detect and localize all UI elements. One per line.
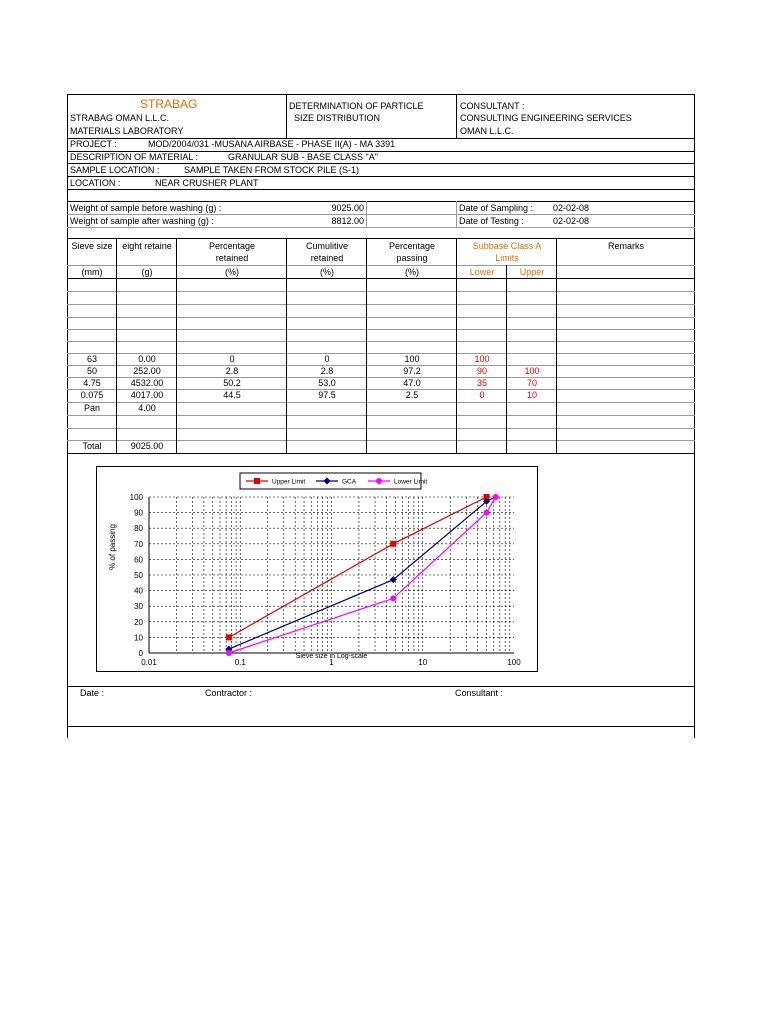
cell-upper: 10 <box>526 390 537 400</box>
col-limits-2: Limits <box>495 253 519 263</box>
y-tick-label: 90 <box>134 508 143 518</box>
consultant-name-line1: CONSULTING ENGINEERING SERVICES <box>460 113 632 123</box>
unit-cumulative: (%) <box>320 267 334 277</box>
unit-pct-retained: (%) <box>225 267 239 277</box>
sample-location-value: SAMPLE TAKEN FROM STOCK PILE (S-1) <box>184 165 360 175</box>
company-name: STRABAG OMAN L.L.C. <box>70 113 170 123</box>
cell-pass: 47.0 <box>403 378 421 388</box>
material-value: GRANULAR SUB - BASE CLASS "A" <box>228 152 378 162</box>
cell-pass: 100 <box>404 354 420 364</box>
project-label: PROJECT : <box>70 139 117 149</box>
cell-sieve: Pan <box>83 403 100 413</box>
col-limits-1: Subbase Class A <box>472 241 542 251</box>
legend-label: Upper Limit <box>272 478 306 486</box>
unit-sieve: (mm) <box>81 267 103 277</box>
grading-chart <box>96 466 538 672</box>
footer-contractor-label: Contractor : <box>205 688 253 698</box>
weight-after-value: 8812.00 <box>331 216 364 226</box>
weight-after-label: Weight of sample after washing (g) : <box>70 216 214 226</box>
cell-weight: 4017.00 <box>130 390 164 400</box>
brand-logo-text: STRABAG <box>140 97 198 111</box>
cell-upper: 100 <box>524 366 540 376</box>
x-tick-label: 0.1 <box>234 658 246 667</box>
cell-pct: 2.8 <box>225 366 239 376</box>
y-tick-label: 10 <box>134 633 143 643</box>
col-passing-2: passing <box>396 253 428 263</box>
data-point <box>226 634 232 640</box>
cell-upper: 70 <box>526 378 537 388</box>
unit-lower: Lower <box>469 267 495 277</box>
x-tick-label: 100 <box>507 658 521 667</box>
cell-pct: 44.5 <box>223 390 241 400</box>
legend-label: GCA <box>342 478 357 486</box>
y-tick-label: 0 <box>138 649 143 658</box>
consultant-name-line2: OMAN L.L.C. <box>460 126 514 136</box>
cell-pass: 2.5 <box>405 390 419 400</box>
cell-cum: 97.5 <box>318 390 336 400</box>
sampling-date-label: Date of Sampling : <box>459 203 534 213</box>
col-pct-retained-1: Percentage <box>208 241 256 251</box>
cell-lower: 0 <box>479 390 485 400</box>
doc-title-line2: SIZE DISTRIBUTION <box>294 113 381 123</box>
cell-weight: 4.00 <box>138 403 156 413</box>
cell-sieve: 0.075 <box>80 390 104 400</box>
total-label: Total <box>82 441 102 451</box>
y-tick-label: 100 <box>129 493 143 502</box>
x-axis-label: Sieve size in Log-scale <box>295 653 368 660</box>
col-pct-retained-2: retained <box>215 253 249 263</box>
y-tick-label: 50 <box>134 571 143 580</box>
unit-passing: (%) <box>405 267 419 277</box>
data-point <box>390 541 396 547</box>
y-axis-label: % of passing <box>108 524 117 570</box>
cell-cum: 2.8 <box>320 366 334 376</box>
col-passing-1: Percentage <box>388 241 436 251</box>
weight-before-value: 9025.00 <box>331 203 364 213</box>
col-cumulative-1: Cumulitive <box>305 241 348 251</box>
data-point <box>254 478 260 484</box>
col-weight: eight retaine <box>122 241 172 251</box>
total-value: 9025.00 <box>130 441 164 451</box>
sampling-date-value: 02-02-08 <box>553 203 590 213</box>
col-remarks: Remarks <box>607 241 644 251</box>
cell-pct: 50.2 <box>223 378 241 388</box>
location-value: NEAR CRUSHER PLANT <box>155 178 259 188</box>
footer-date-label: Date : <box>80 688 105 698</box>
x-tick-label: 1 <box>329 658 334 667</box>
cell-sieve: 63 <box>86 354 97 364</box>
cell-sieve: 50 <box>86 366 97 376</box>
cell-weight: 252.00 <box>133 366 161 376</box>
data-point <box>493 494 499 500</box>
x-tick-label: 0.01 <box>141 658 157 667</box>
doc-title-line1: DETERMINATION OF PARTICLE <box>289 101 424 111</box>
cell-lower: 35 <box>476 378 487 388</box>
cell-weight: 0.00 <box>138 354 156 364</box>
legend-label: Lower Limit <box>394 478 428 486</box>
data-point <box>226 650 232 656</box>
lab-name: MATERIALS LABORATORY <box>70 126 184 136</box>
cell-pct: 0 <box>229 354 235 364</box>
y-tick-label: 40 <box>134 586 143 596</box>
cell-pass: 97.2 <box>403 366 421 376</box>
col-sieve: Sieve size <box>71 241 113 251</box>
cell-cum: 53.0 <box>318 378 336 388</box>
x-tick-label: 10 <box>418 658 428 667</box>
consultant-label: CONSULTANT : <box>460 101 525 111</box>
material-label: DESCRIPTION OF MATERIAL : <box>70 152 199 162</box>
cell-weight: 4532.00 <box>130 378 164 388</box>
y-tick-label: 70 <box>134 539 143 549</box>
data-point <box>390 595 396 601</box>
unit-upper: Upper <box>519 267 545 277</box>
y-tick-label: 60 <box>134 555 143 565</box>
unit-weight: (g) <box>141 267 153 277</box>
cell-lower: 100 <box>474 354 490 364</box>
cell-lower: 90 <box>476 366 487 376</box>
y-tick-label: 80 <box>134 524 143 534</box>
testing-date-value: 02-02-08 <box>553 216 590 226</box>
sample-location-label: SAMPLE LOCATION : <box>70 165 160 175</box>
cell-sieve: 4.75 <box>83 378 101 388</box>
footer-consultant-label: Consultant : <box>455 688 504 698</box>
weight-before-label: Weight of sample before washing (g) : <box>70 203 222 213</box>
location-label: LOCATION : <box>70 178 121 188</box>
col-cumulative-2: retained <box>310 253 344 263</box>
project-value: MOD/2004/031 -MUSANA AIRBASE - PHASE II(A) - MA 3391 <box>148 139 396 149</box>
y-tick-label: 20 <box>134 617 143 627</box>
y-tick-label: 30 <box>134 602 143 612</box>
testing-date-label: Date of Testing : <box>459 216 524 226</box>
cell-cum: 0 <box>324 354 330 364</box>
data-point <box>484 510 490 516</box>
data-point <box>376 478 382 484</box>
